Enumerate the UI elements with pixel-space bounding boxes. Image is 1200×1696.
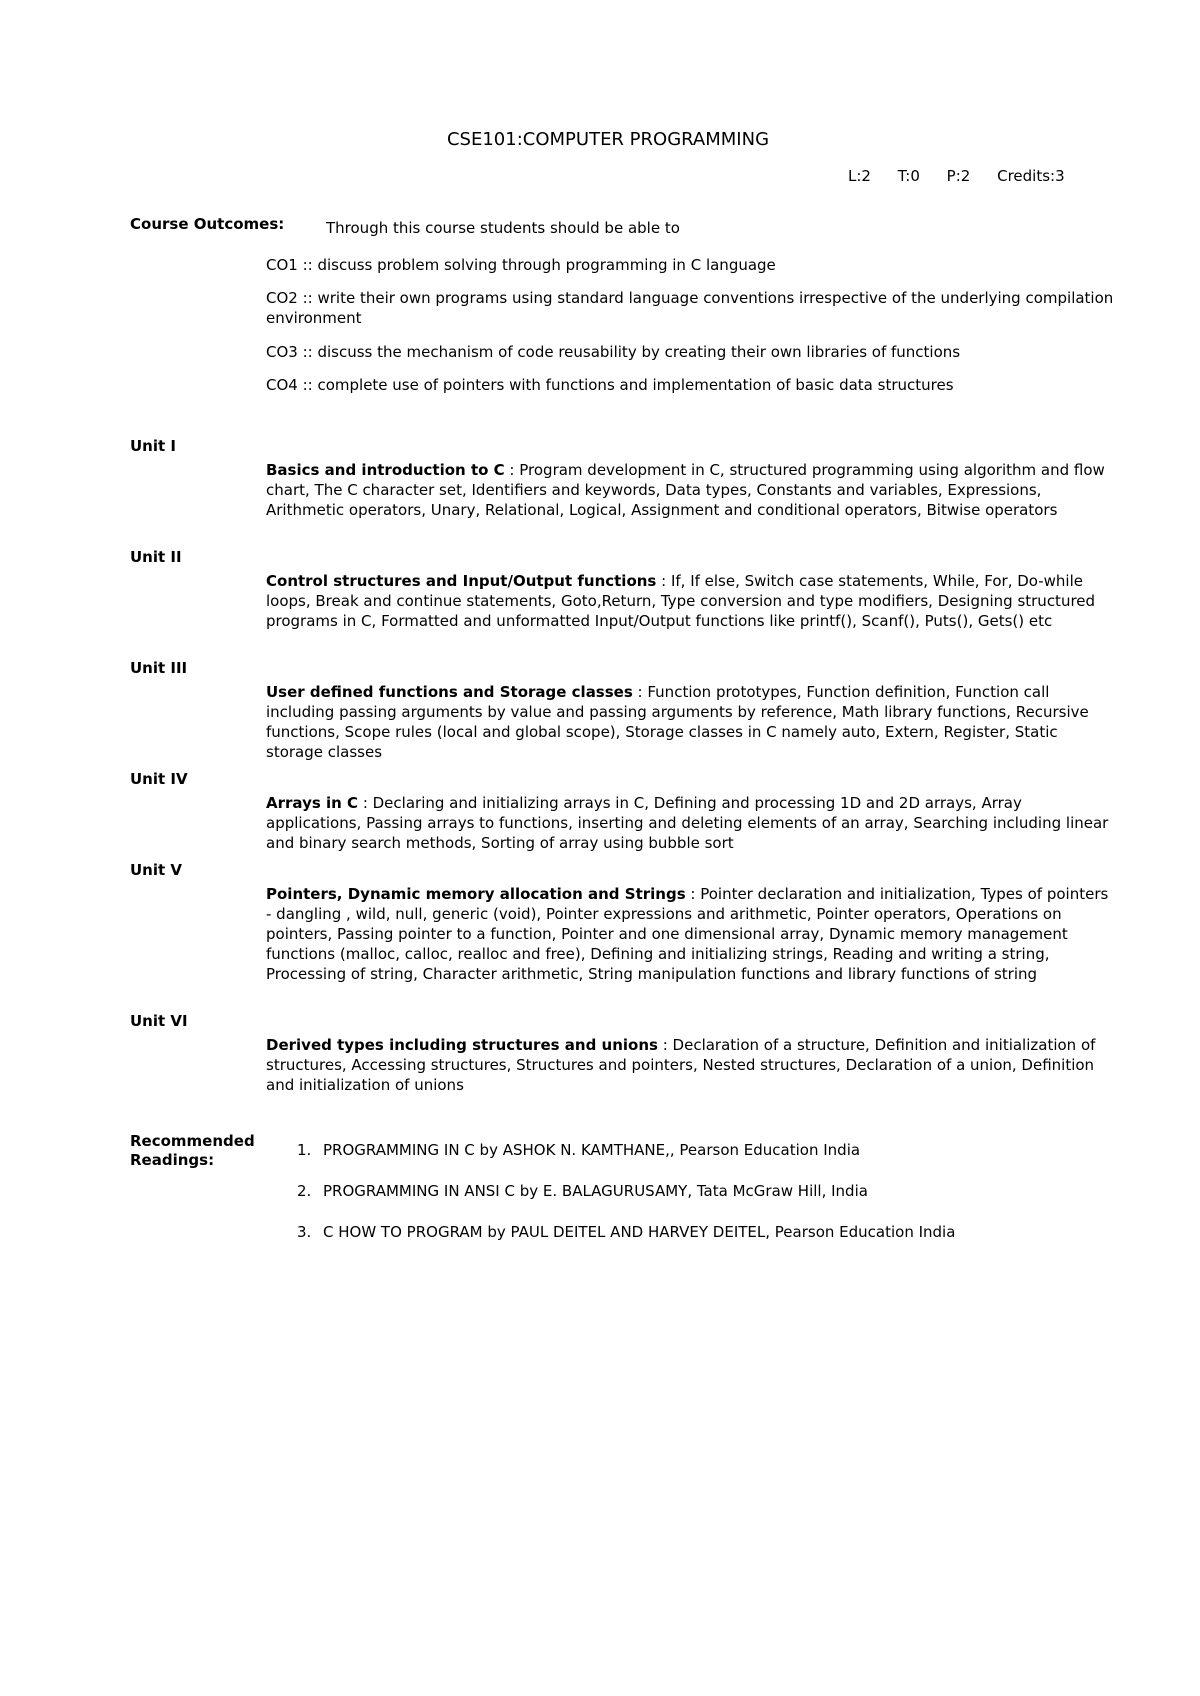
unit-content [266, 571, 1116, 631]
credits-value: Credits:3 [997, 167, 1065, 185]
reading-number: 1. [297, 1141, 312, 1159]
unit-topics: : Declaration of a structure, Definition and initialization of structures, Accessing structures, Structures and pointers, Nested structures, Declaration of a union, Definition and initialization of unions [266, 1036, 1096, 1094]
unit-label: Unit VI [130, 1012, 188, 1030]
unit-topics: : Declaring and initializing arrays in C, Defining and processing 1D and 2D arrays, Array applications, Passing arrays to functions, inserting and deleting elements of an array, Searching including linear and binary search methods, Sorting of array using bubble sort [266, 794, 1109, 852]
recommended-readings-label: Recommended Readings: [130, 1132, 255, 1169]
unit-topics: : If, If else, Switch case statements, While, For, Do-while loops, Break and continue statements, Goto,Return, Type conversion and type modifiers, Designing structured programs in C, Formatted and unformatted Input/Output functions like printf(), Scanf(), Puts(), Gets() etc [266, 572, 1096, 630]
reading-number: 3. [297, 1223, 312, 1241]
unit-heading: User defined functions and Storage classes [266, 683, 633, 701]
credit-structure [848, 166, 1065, 186]
unit-label: Unit III [130, 659, 188, 677]
unit-heading: Basics and introduction to C [266, 461, 505, 479]
practical-hours: P:2 [946, 167, 971, 185]
course-outcome-item: CO4 :: complete use of pointers with functions and implementation of basic data structures [266, 376, 954, 394]
unit-heading: Pointers, Dynamic memory allocation and Strings [266, 885, 686, 903]
unit-content [266, 793, 1116, 853]
lecture-hours: L:2 [848, 167, 871, 185]
reading-text: PROGRAMMING IN ANSI C by E. BALAGURUSAMY, Tata McGraw Hill, India [323, 1182, 868, 1200]
reading-number: 2. [297, 1182, 312, 1200]
course-title: CSE101:COMPUTER PROGRAMMING [446, 129, 770, 150]
reading-item [297, 1140, 1117, 1160]
unit-topics: : Function prototypes, Function definition, Function call including passing arguments by value and passing arguments by reference, Math library functions, Recursive functions, Scope rules (local and global scope), Storage classes in C namely auto, Extern, Register, Static storage classes [266, 683, 1089, 761]
tutorial-hours: T:0 [897, 167, 920, 185]
course-outcomes-intro: Through this course students should be able to [326, 219, 680, 237]
unit-content [266, 460, 1116, 520]
unit-heading: Control structures and Input/Output functions [266, 572, 657, 590]
unit-heading: Derived types including structures and unions [266, 1036, 658, 1054]
reading-item [297, 1222, 1117, 1242]
unit-heading: Arrays in C [266, 794, 359, 812]
course-outcome-item: CO2 :: write their own programs using standard language conventions irrespective of the underlying compilation environment [266, 289, 1114, 327]
unit-label: Unit V [130, 861, 183, 879]
unit-content [266, 1035, 1116, 1095]
unit-content [266, 682, 1116, 762]
unit-content [266, 884, 1116, 984]
unit-label: Unit II [130, 548, 182, 566]
course-outcome-item: CO3 :: discuss the mechanism of code reusability by creating their own libraries of functions [266, 343, 961, 361]
course-outcomes-label: Course Outcomes: [130, 215, 285, 233]
unit-label: Unit IV [130, 770, 188, 788]
unit-topics: : Pointer declaration and initialization, Types of pointers - dangling , wild, null, generic (void), Pointer expressions and arithmetic, Pointer operators, Operations on pointers, Passing pointer to a function, Pointer and one dimensional array, Dynamic memory management functions (malloc, calloc, realloc and free), Defining and initializing strings, Reading and writing a string, Processing of string, Character arithmetic, String manipulation functions and library functions of string [266, 885, 1109, 983]
course-outcome-item: CO1 :: discuss problem solving through programming in C language [266, 256, 776, 274]
unit-label: Unit I [130, 437, 176, 455]
reading-text: C HOW TO PROGRAM by PAUL DEITEL AND HARVEY DEITEL, Pearson Education India [323, 1223, 956, 1241]
reading-item [297, 1181, 1117, 1201]
reading-text: PROGRAMMING IN C by ASHOK N. KAMTHANE,, Pearson Education India [323, 1141, 861, 1159]
unit-topics: : Program development in C, structured programming using algorithm and flow chart, The C character set, Identifiers and keywords, Data types, Constants and variables, Expressions, Arithmetic operators, Unary, Relational, Logical, Assignment and conditional operators, Bitwise operators [266, 461, 1105, 519]
